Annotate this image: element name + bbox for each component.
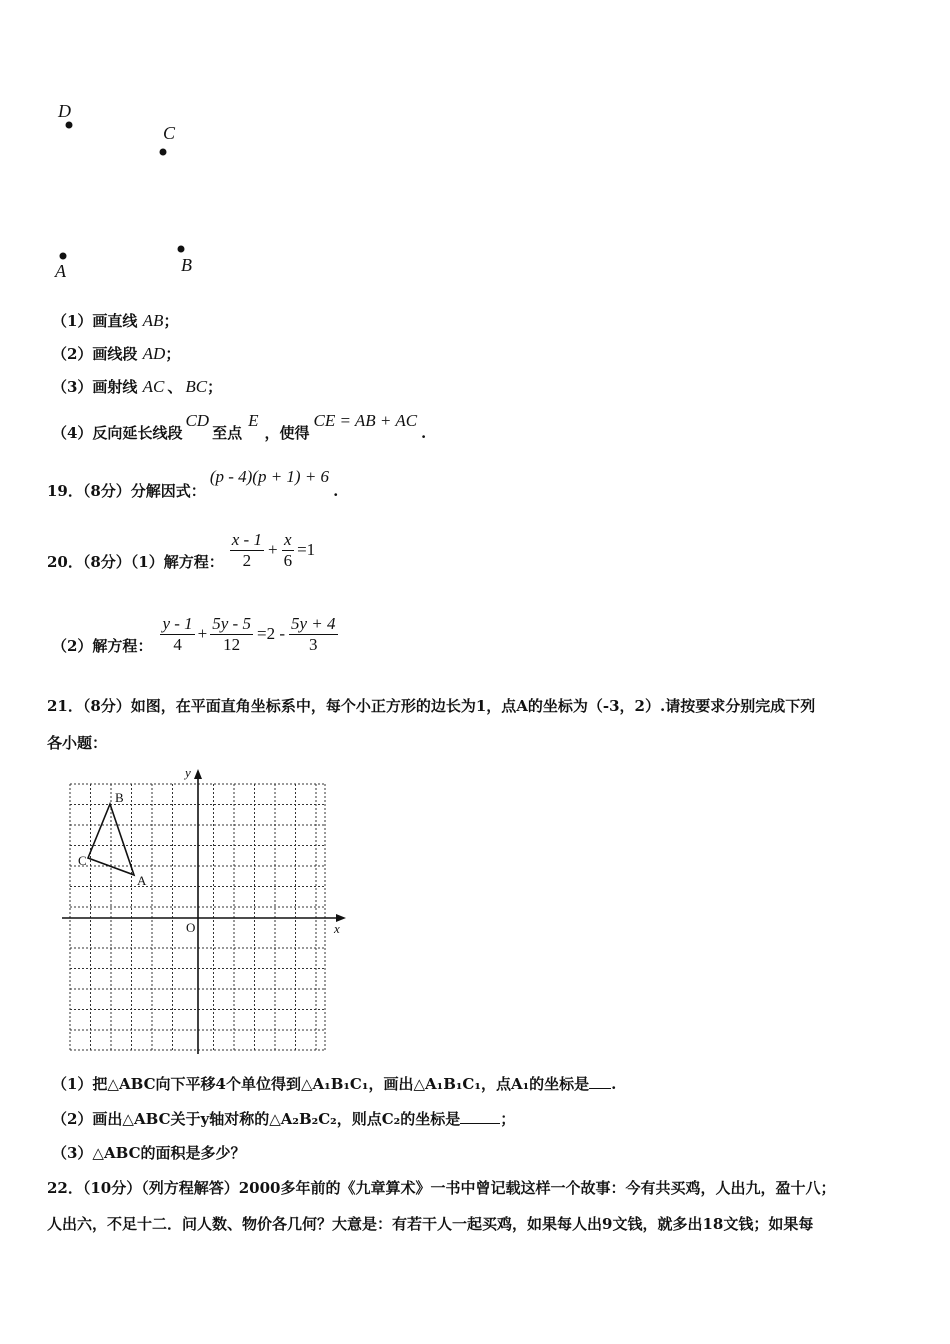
point-b — [178, 246, 185, 253]
q20-eq2-fraction2 — [210, 614, 253, 655]
point-a — [60, 253, 67, 260]
q20-part2 — [52, 609, 338, 659]
q18-part4-mid1: 至点 — [212, 424, 243, 442]
q18-part3-math2: BC — [185, 377, 208, 396]
q20-eq1-f2-denominator: 6 — [283, 550, 293, 570]
q20-eq1-fraction1 — [230, 530, 264, 571]
q21-line2: 各小题： — [47, 734, 108, 752]
q18-part4-math1: CD — [185, 411, 210, 430]
q18-part2-prefix: （2）画线段 — [52, 345, 143, 363]
q20-eq1-rhs: =1 — [297, 540, 316, 559]
q18-part3-sep: 、 — [167, 378, 183, 396]
q20-equation2 — [160, 614, 337, 655]
points-svg — [40, 95, 240, 295]
q18-part2-math: AD — [142, 344, 166, 363]
q20-prefix: 20．（8分）（1）解方程： — [47, 552, 224, 571]
q18-part3-suffix: ； — [207, 378, 223, 396]
vertex-b-label: B — [115, 790, 124, 805]
origin-label: O — [186, 920, 196, 935]
q21-part2-end: ； — [500, 1110, 516, 1128]
q21-part1 — [52, 1073, 616, 1094]
vertex-c-label: C — [78, 853, 87, 868]
coordinate-grid-svg — [58, 764, 358, 1056]
q18-part3 — [52, 376, 222, 397]
q20-eq2-f3-numerator: 5y + 4 — [290, 613, 336, 633]
q18-part4-math3: CE = AB + AC — [313, 411, 418, 430]
x-axis-label: x — [334, 921, 340, 936]
q19-prefix: 19．（8分）分解因式： — [47, 482, 206, 500]
q19 — [47, 466, 338, 500]
q20-eq2-f2-numerator: 5y - 5 — [212, 613, 251, 633]
q20-part1 — [47, 526, 315, 574]
q18-part1-prefix: （1）画直线 — [52, 312, 143, 330]
q20-eq2-equals: =2 - — [256, 624, 285, 643]
label-d: D — [58, 101, 71, 121]
q22-line2: 人出六，不足十二．问人数、物价各几何？大意是：有若干人一起买鸡，如果每人出9文钱，就多出18文钱；如果每 — [47, 1215, 814, 1233]
q18-part4-mid2: ，使得 — [264, 424, 310, 442]
q18-part1-suffix: ； — [163, 312, 179, 330]
points-figure — [40, 95, 240, 295]
q21-part1-text: （1）把△ABC向下平移4个单位得到△A₁B₁C₁，画出△A₁B₁C₁，点A₁的坐标是 — [52, 1075, 590, 1093]
q20-eq1-operator: + — [267, 540, 278, 559]
q20-eq2-fraction3 — [289, 614, 338, 655]
q19-suffix: . — [333, 482, 339, 500]
q21-line1: 21．（8分）如图，在平面直角坐标系中，每个小正方形的边长为1，点A的坐标为（-3，2）.请按要求分别完成下列 — [47, 697, 816, 715]
q20-eq2-fraction1 — [160, 614, 194, 655]
q20-eq2-f1-denominator: 4 — [173, 634, 182, 654]
q20-eq2-f1-numerator: y - 1 — [162, 613, 193, 633]
label-b: B — [181, 255, 192, 275]
q21-part1-end: . — [611, 1075, 617, 1093]
q18-part4-suffix: . — [421, 424, 427, 442]
y-axis-arrow — [194, 769, 202, 779]
q20-eq1-f1-denominator: 2 — [242, 550, 252, 570]
q18-part4 — [52, 410, 426, 440]
q21-part2 — [52, 1108, 515, 1129]
q18-part2-suffix: ； — [165, 345, 181, 363]
point-c — [160, 149, 167, 156]
q18-part1 — [52, 310, 178, 331]
q20-eq2-f2-denominator: 12 — [223, 634, 241, 654]
point-d — [66, 122, 73, 129]
q20-eq1-fraction2 — [282, 530, 295, 571]
q21-part2-answer-blank[interactable] — [460, 1109, 500, 1124]
q20-eq1-f1-numerator: x - 1 — [231, 529, 262, 549]
label-c: C — [163, 123, 176, 143]
q18-part1-math: AB — [142, 311, 164, 330]
q18-part3-prefix: （3）画射线 — [52, 378, 143, 396]
q19-expression: (p - 4)(p + 1) + 6 — [209, 467, 330, 486]
q20-part2-prefix: （2）解方程： — [52, 636, 153, 655]
q20-eq2-f3-denominator: 3 — [309, 634, 318, 654]
q21-part1-answer-blank[interactable] — [589, 1074, 611, 1089]
q18-part2 — [52, 343, 180, 364]
q21-part2-text: （2）画出△ABC关于y轴对称的△A₂B₂C₂，则点C₂的坐标是 — [52, 1110, 461, 1128]
coordinate-grid-figure — [58, 764, 358, 1056]
y-axis-label: y — [185, 765, 191, 780]
label-a: A — [55, 261, 66, 281]
q22-line1: 22．（10分）（列方程解答）2000多年前的《九章算术》一书中曾记载这样一个故事：今有共买鸡，人出九，盈十八； — [47, 1179, 836, 1197]
q20-eq1-f2-numerator: x — [282, 530, 295, 551]
q20-equation1 — [230, 530, 315, 571]
q20-eq2-operator: + — [197, 624, 208, 643]
vertex-a-label: A — [137, 873, 147, 888]
q18-part4-prefix: （4）反向延长线段 — [52, 424, 183, 442]
q18-part3-math1: AC — [142, 377, 165, 396]
q21-part3: （3）△ABC的面积是多少？ — [52, 1144, 246, 1162]
q18-part4-math2: E — [248, 411, 259, 430]
